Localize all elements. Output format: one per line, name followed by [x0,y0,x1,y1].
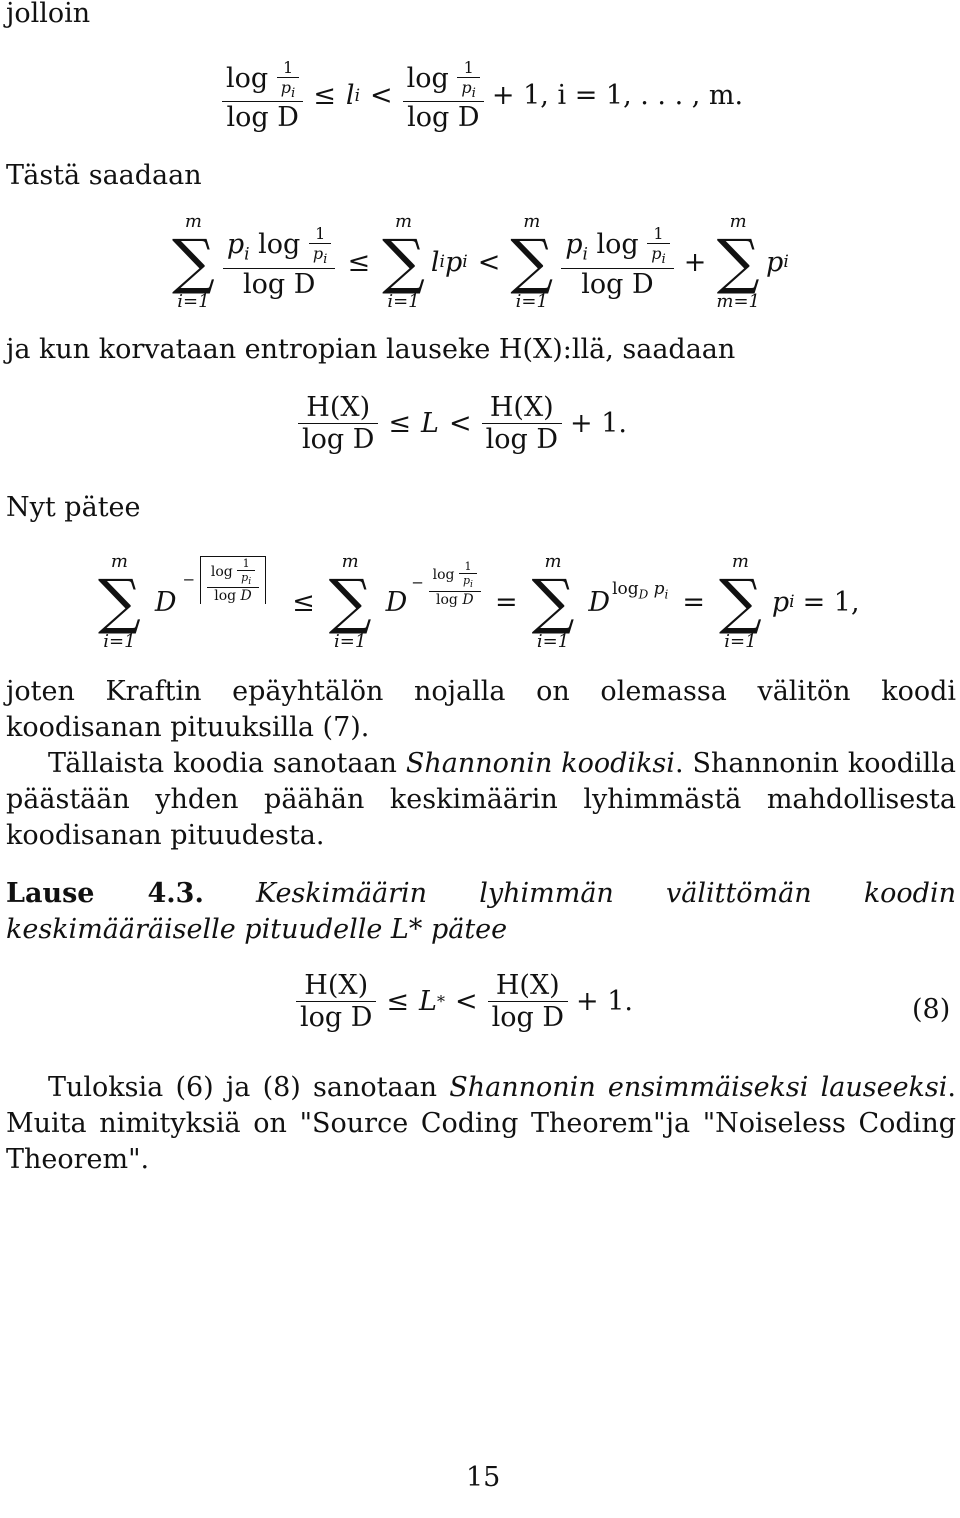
fraction-left: log $\frac{1}{p_i}$ log D [222,58,303,133]
equation-3: $\frac{H(X)}{\text{log D}}$ ≤ L < $\frac{H(X)}{\text{log D}}$ + 1. [298,392,627,455]
equation-4: m ∑ i=1 D − log $\frac{1}{p_i}$ log D ≤ m ∑ i=1 D − log $\frac{1}{p_i}$ log D = m ∑ i=1 D $\log_D p_i$ = m ∑ i=1 p i = 1, [98,551,860,652]
text-nyt-patee: Nyt pätee [6,492,141,523]
text-ja-kun: ja kun korvataan entropian lauseke H(X):llä, saadaan [6,334,736,365]
theorem-label: Lause 4.3. [6,878,204,909]
paragraph-shannon-theorem: Tuloksia (6) ja (8) sanotaan Shannonin ensimmäiseksi lauseeksi. Muita nimityksiä on "Source Coding Theorem"ja "Noiseless Coding Theorem". [6,1072,956,1175]
fraction-right: log $\frac{1}{p_i}$ log D [403,58,484,133]
paragraph-kraft: joten Kraftin epäyhtälön nojalla on olemassa välitön koodi koodisanan pituuksilla (7). [6,676,956,743]
paragraph-shannon-code: Tällaista koodia sanotaan Shannonin koodiksi. Shannonin koodilla päästään yhden päähän keskimäärin lyhimmästä mahdollisesta koodisanan pituudesta. [6,748,957,851]
theorem-4-3: Lause 4.3. Keskimäärin lyhimmän välittömän koodin keskimääräiselle pituudelle L* pätee [6,878,956,945]
page-number: 15 [466,1462,501,1493]
equation-2: m ∑ i=1 $p_i$ log $\frac{1}{p_i}$ log D ≤ m ∑ i=1 l i p i < m ∑ i=1 $p_i$ log $\frac{1}{p_i}$ log D + m ∑ m=1 p i [172,211,789,312]
intro-word: jolloin [6,0,91,29]
text-tasta-saadaan: Tästä saadaan [6,160,202,191]
equation-8: $\frac{H(X)}{\text{log D}}$ ≤ L * < $\frac{H(X)}{\text{log D}}$ + 1. [296,970,633,1033]
equation-tag-8: (8) [912,994,951,1025]
equation-1: log $\frac{1}{p_i}$ log D ≤ l i < log $\frac{1}{p_i}$ log D + 1, i = 1, . . . , m. [222,58,743,133]
